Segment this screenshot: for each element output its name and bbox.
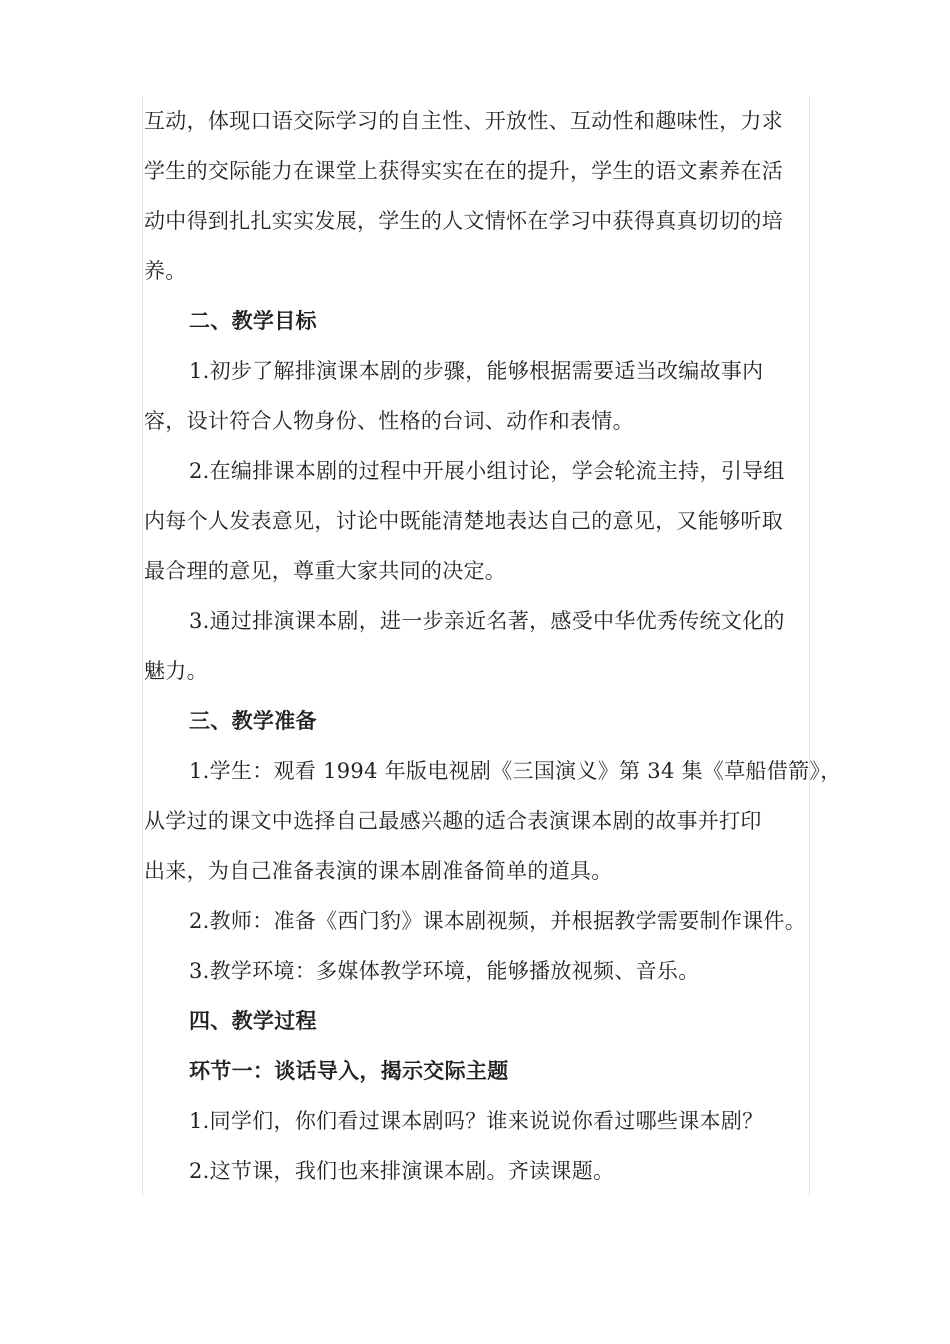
intro-line-3: 动中得到扎扎实实发展，学生的人文情怀在学习中获得真真切切的培 xyxy=(144,209,783,233)
process-item-2: 2.这节课，我们也来排演课本剧。齐读课题。 xyxy=(189,1159,615,1183)
goal-2-line-1: 2.在编排课本剧的过程中开展小组讨论，学会轮流主持，引导组 xyxy=(189,459,785,483)
section-heading-process: 四、教学过程 xyxy=(189,1008,317,1033)
section-heading-preparation: 三、教学准备 xyxy=(189,708,317,733)
goal-3-line-2: 魅力。 xyxy=(144,659,208,683)
prep-1-line-2: 从学过的课文中选择自己最感兴趣的适合表演课本剧的故事并打印 xyxy=(144,809,762,833)
goal-2-line-3: 最合理的意见，尊重大家共同的决定。 xyxy=(144,559,507,583)
prep-2: 2.教师：准备《西门豹》课本剧视频，并根据教学需要制作课件。 xyxy=(189,909,807,933)
prep-1-line-1: 1.学生：观看 1994 年版电视剧《三国演义》第 34 集《草船借箭》， xyxy=(189,759,842,783)
document-body xyxy=(144,96,842,1196)
goal-2-line-2: 内每个人发表意见，讨论中既能清楚地表达自己的意见，又能够听取 xyxy=(144,509,783,533)
intro-line-4: 养。 xyxy=(144,259,187,283)
prep-1-line-3: 出来，为自己准备表演的课本剧准备简单的道具。 xyxy=(144,859,613,883)
goal-1-line-2: 容，设计符合人物身份、性格的台词、动作和表情。 xyxy=(144,409,634,433)
process-step-1-heading: 环节一：谈话导入，揭示交际主题 xyxy=(189,1058,509,1083)
intro-line-2: 学生的交际能力在课堂上获得实实在在的提升，学生的语文素养在活 xyxy=(144,159,783,183)
goal-3-line-1: 3.通过排演课本剧，进一步亲近名著，感受中华优秀传统文化的 xyxy=(189,609,785,633)
process-item-1: 1.同学们，你们看过课本剧吗？谁来说说你看过哪些课本剧？ xyxy=(189,1109,764,1133)
intro-line-1: 互动，体现口语交际学习的自主性、开放性、互动性和趣味性，力求 xyxy=(144,109,783,133)
goal-1-line-1: 1.初步了解排演课本剧的步骤，能够根据需要适当改编故事内 xyxy=(189,359,764,383)
section-heading-goals: 二、教学目标 xyxy=(189,308,317,333)
prep-3: 3.教学环境：多媒体教学环境，能够播放视频、音乐。 xyxy=(189,959,700,983)
